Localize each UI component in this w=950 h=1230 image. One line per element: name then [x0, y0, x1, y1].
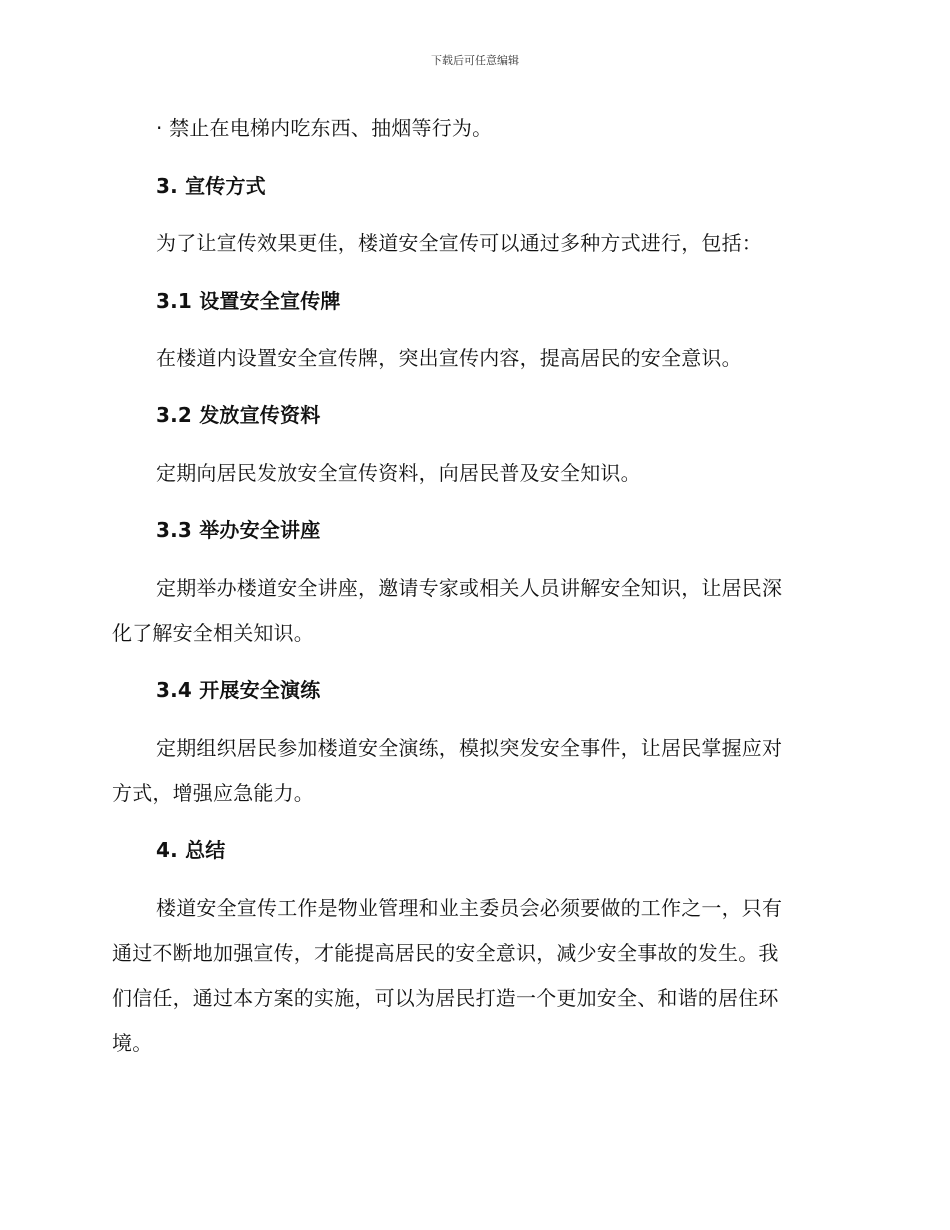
section-3-4-paragraph-line-2: 方式，增强应急能力。 [112, 781, 314, 805]
section-4-paragraph-line-4: 境。 [112, 1031, 153, 1055]
section-4-paragraph-line-2: 通过不断地加强宣传，才能提高居民的安全意识，减少安全事故的发生。我 [112, 941, 779, 965]
section-heading-3-1: 3.1 设置安全宣传牌 [156, 289, 341, 313]
section-3-1-paragraph: 在楼道内设置安全宣传牌，突出宣传内容，提高居民的安全意识。 [156, 346, 742, 370]
section-4-paragraph-line-3: 们信任，通过本方案的实施，可以为居民打造一个更加安全、和谐的居住环 [112, 986, 779, 1010]
section-3-3-paragraph-line-1: 定期举办楼道安全讲座，邀请专家或相关人员讲解安全知识，让居民深 [156, 576, 783, 600]
section-3-4-paragraph-line-1: 定期组织居民参加楼道安全演练，模拟突发安全事件，让居民掌握应对 [156, 736, 783, 760]
section-3-intro: 为了让宣传效果更佳，楼道安全宣传可以通过多种方式进行，包括： [156, 231, 762, 255]
section-heading-3-3: 3.3 举办安全讲座 [156, 518, 321, 542]
section-3-2-paragraph: 定期向居民发放安全宣传资料，向居民普及安全知识。 [156, 461, 641, 485]
page-header-note: 下载后可任意编辑 [431, 54, 519, 67]
bullet-elevator-rule: · 禁止在电梯内吃东西、抽烟等行为。 [156, 116, 493, 140]
section-heading-3: 3. 宣传方式 [156, 174, 266, 198]
section-4-paragraph-line-1: 楼道安全宣传工作是物业管理和业主委员会必须要做的工作之一，只有 [156, 896, 783, 920]
section-heading-4: 4. 总结 [156, 838, 226, 862]
section-3-3-paragraph-line-2: 化了解安全相关知识。 [112, 621, 314, 645]
section-heading-3-4: 3.4 开展安全演练 [156, 678, 321, 702]
section-heading-3-2: 3.2 发放宣传资料 [156, 403, 321, 427]
